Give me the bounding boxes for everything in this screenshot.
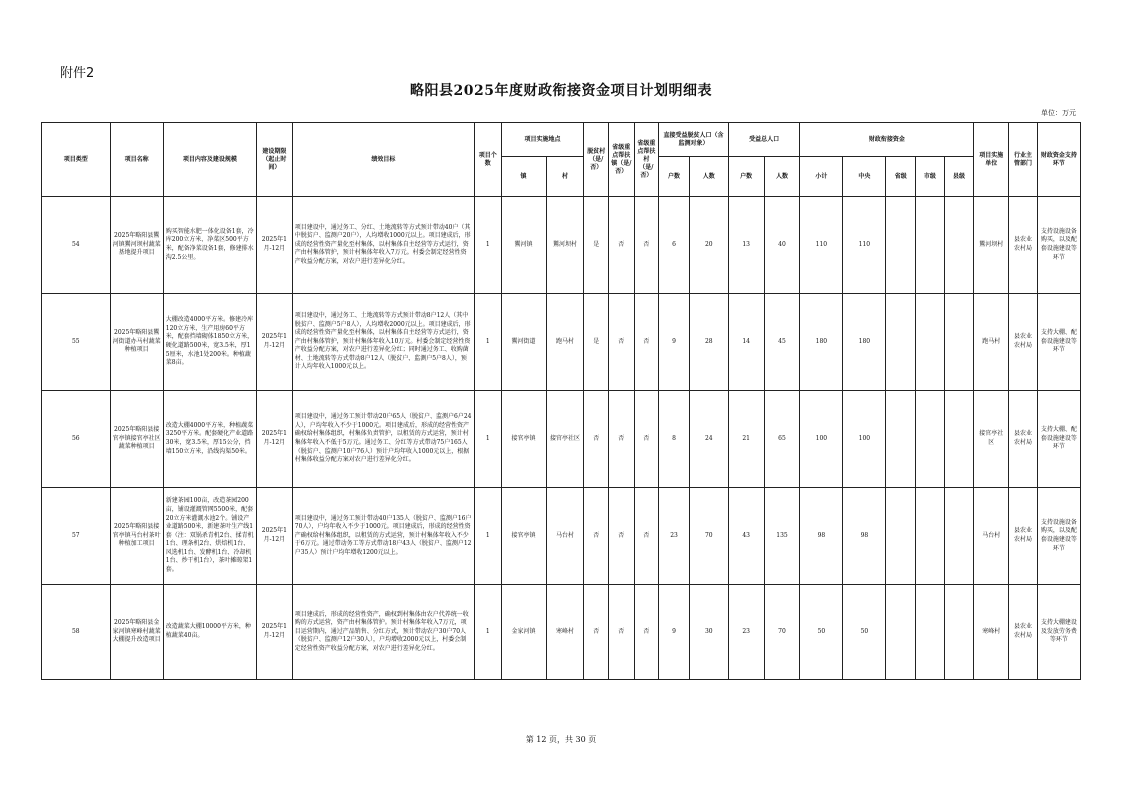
cell-support: 支持大棚建设及发放劳务费等环节: [1037, 585, 1080, 680]
cell-total-persons: 70: [764, 585, 800, 680]
cell-subtotal: 100: [800, 391, 843, 488]
cell-content: 大棚改造4000平方米。修建冷库120立方米，生产用房60平方米，配套挡墙砌体1850立方米，硬化道路500米，宽3.5米，厚15厘米，水池1处200米。种植蔬菜8亩。: [163, 294, 256, 391]
header-location: 项目实施地点: [501, 123, 584, 157]
cell-central: 98: [843, 488, 886, 585]
cell-poor-village: 是: [584, 294, 609, 391]
cell-type: 57: [42, 488, 111, 585]
annex-label: 附件2: [60, 66, 95, 81]
cell-direct-households: 6: [659, 197, 690, 294]
cell-count: 1: [474, 294, 501, 391]
header-county: 县级: [944, 157, 974, 197]
header-support: 财政资金支持环节: [1037, 123, 1080, 197]
cell-direct-households: 8: [659, 391, 690, 488]
header-total: 受益总人口: [728, 123, 800, 157]
cell-central: 180: [843, 294, 886, 391]
cell-support: 支持设施设备购买，以及配套设施建设等环节: [1037, 197, 1080, 294]
header-direct-households: 户数: [659, 157, 690, 197]
cell-town: 接官亭镇: [501, 391, 546, 488]
cell-city: [916, 585, 945, 680]
header-poor-village: 脱贫村（是/否）: [584, 123, 609, 197]
table-row: [42, 294, 1081, 391]
cell-poor-village: 是: [584, 197, 609, 294]
cell-subtotal: 180: [800, 294, 843, 391]
cell-goal: 项目建设中，通过务工预计带动40户135人（脱贫户、监测户16户70人），户均年收入不少于1000元。项目建成后，形成的经营性资产确权给村集体组织，以租赁的方式运营，预计村集体年收入不少于6万元。通过带动务工等方式带动18户43人（脱贫户、监测户12户35人）预计户均年增收1200元以上。: [292, 488, 474, 585]
cell-key-town: 否: [609, 197, 635, 294]
header-key-town: 省级重点帮扶镇（是/否）: [609, 123, 635, 197]
cell-count: 1: [474, 197, 501, 294]
cell-support: 支持大棚、配套设施建设等环节: [1037, 391, 1080, 488]
page-footer: 第 12 页，共 30 页: [525, 735, 597, 744]
header-province: 省级: [886, 157, 916, 197]
cell-name: 2025年略阳县接官亭镇马台村茶叶种植加工项目: [110, 488, 163, 585]
cell-total-households: 21: [728, 391, 764, 488]
cell-support: 支持大棚、配套设施建设等环节: [1037, 294, 1080, 391]
cell-type: 55: [42, 294, 111, 391]
cell-name: 2025年略阳县金家河镇寒峰村蔬菜大棚提升改造项目: [110, 585, 163, 680]
cell-total-persons: 135: [764, 488, 800, 585]
header-village: 村: [546, 157, 584, 197]
cell-total-persons: 45: [764, 294, 800, 391]
cell-total-households: 14: [728, 294, 764, 391]
cell-county: [944, 488, 974, 585]
cell-key-town: 否: [609, 294, 635, 391]
cell-count: 1: [474, 391, 501, 488]
cell-city: [916, 197, 945, 294]
cell-type: 58: [42, 585, 111, 680]
table-row: [42, 488, 1081, 585]
header-period: 建设期限（起止时间）: [256, 123, 292, 197]
cell-goal: 项目建设中，通过务工预计带动20户65人（脱贫户、监测户6户24人），户均年收入不少于1000元。项目建成后，形成的经营性资产确权给村集体组织，村集体负责管护，以租赁的方式运营，预计村集体年收入不低于5万元。通过务工、分红等方式带动75户165人（脱贫户、监测户10户76人）预计户均年收入1000元以上，根据村集体收益分配方案对农户进行差异化分红。: [292, 391, 474, 488]
cell-province: [886, 585, 916, 680]
header-dept: 行业主管部门: [1009, 123, 1038, 197]
cell-key-village: 否: [634, 197, 659, 294]
cell-village: 接官亭社区: [546, 391, 584, 488]
cell-unit: 马台村: [974, 488, 1009, 585]
cell-poor-village: 否: [584, 488, 609, 585]
cell-content: 改造蔬菜大棚10000平方米，种植蔬菜40亩。: [163, 585, 256, 680]
header-content: 项目内容及建设规模: [163, 123, 256, 197]
cell-poor-village: 否: [584, 391, 609, 488]
header-total-households: 户数: [728, 157, 764, 197]
cell-key-village: 否: [634, 488, 659, 585]
cell-content: 购买智能水肥一体化设备1套，冷库200立方米、净菜区500平方米，配备净菜设备1套，修建排水沟2.5公里。: [163, 197, 256, 294]
cell-dept: 县农业农村局: [1009, 391, 1038, 488]
cell-city: [916, 294, 945, 391]
cell-direct-persons: 20: [689, 197, 728, 294]
header-direct-persons: 人数: [689, 157, 728, 197]
cell-count: 1: [474, 585, 501, 680]
cell-province: [886, 197, 916, 294]
cell-subtotal: 50: [800, 585, 843, 680]
cell-total-households: 23: [728, 585, 764, 680]
cell-village: 马台村: [546, 488, 584, 585]
cell-county: [944, 294, 974, 391]
cell-town: 鸑河镇: [501, 197, 546, 294]
cell-total-persons: 40: [764, 197, 800, 294]
cell-province: [886, 294, 916, 391]
cell-direct-households: 9: [659, 294, 690, 391]
cell-dept: 县农业农村局: [1009, 585, 1038, 680]
cell-period: 2025年1月-12月: [256, 294, 292, 391]
cell-town: 接官亭镇: [501, 488, 546, 585]
cell-direct-households: 9: [659, 585, 690, 680]
header-subtotal: 小计: [800, 157, 843, 197]
cell-dept: 县农业农村局: [1009, 197, 1038, 294]
cell-direct-households: 23: [659, 488, 690, 585]
cell-total-persons: 65: [764, 391, 800, 488]
cell-name: 2025年略阳县鸑河街道办马村蔬菜种植项目: [110, 294, 163, 391]
cell-city: [916, 488, 945, 585]
cell-content: 新建茶园100亩，改造茶园200亩，铺设灌溉管网5500米，配套20立方米灌溉水池2个。铺设产业道路500米，新建茶叶生产线1套（注：双锅杀青机2台、揉青机1台、理条机2台、烘焙机1台、风选机1台、发酵机1台、冷却机1台、炒干机1台），茶叶摊晾架1套。: [163, 488, 256, 585]
cell-county: [944, 391, 974, 488]
table-row: [42, 197, 1081, 294]
cell-central: 110: [843, 197, 886, 294]
cell-period: 2025年1月-12月: [256, 391, 292, 488]
cell-unit: 鸑河坝村: [974, 197, 1009, 294]
cell-total-households: 43: [728, 488, 764, 585]
header-city: 市级: [916, 157, 945, 197]
header-total-persons: 人数: [764, 157, 800, 197]
cell-poor-village: 否: [584, 585, 609, 680]
cell-village: 鸑河坝村: [546, 197, 584, 294]
cell-dept: 县农业农村局: [1009, 488, 1038, 585]
cell-dept: 县农业农村局: [1009, 294, 1038, 391]
cell-name: 2025年略阳县鸑河镇鸑河坝村蔬菜基地提升项目: [110, 197, 163, 294]
project-table: [41, 122, 1081, 680]
cell-period: 2025年1月-12月: [256, 488, 292, 585]
cell-central: 50: [843, 585, 886, 680]
cell-village: 寒峰村: [546, 585, 584, 680]
table-row: [42, 585, 1081, 680]
cell-unit: 寒峰村: [974, 585, 1009, 680]
header-type: 项目类型: [42, 123, 111, 197]
header-central: 中央: [843, 157, 886, 197]
cell-period: 2025年1月-12月: [256, 197, 292, 294]
cell-key-town: 否: [609, 391, 635, 488]
cell-city: [916, 391, 945, 488]
cell-subtotal: 98: [800, 488, 843, 585]
cell-town: 鸑河街道: [501, 294, 546, 391]
header-goal: 绩效目标: [292, 123, 474, 197]
cell-key-village: 否: [634, 391, 659, 488]
cell-type: 54: [42, 197, 111, 294]
cell-key-village: 否: [634, 585, 659, 680]
unit-label: 单位：万元: [1041, 109, 1076, 117]
header-unit: 项目实施单位: [974, 123, 1009, 197]
cell-town: 金家河镇: [501, 585, 546, 680]
page-title: 略阳县2025年度财政衔接资金项目计划明细表: [410, 83, 712, 99]
cell-direct-persons: 70: [689, 488, 728, 585]
cell-direct-persons: 24: [689, 391, 728, 488]
cell-county: [944, 197, 974, 294]
cell-key-town: 否: [609, 585, 635, 680]
cell-direct-persons: 30: [689, 585, 728, 680]
header-town: 镇: [501, 157, 546, 197]
cell-subtotal: 110: [800, 197, 843, 294]
cell-count: 1: [474, 488, 501, 585]
cell-support: 支持设施设备购买，以及配套设施建设等环节: [1037, 488, 1080, 585]
cell-village: 跑马村: [546, 294, 584, 391]
cell-goal: 项目建设中，通过务工、土地流转等方式预计带动8户12人（其中脱贫户、监测户5户8人），人均增收2000元以上。项目建成后，形成的经营性资产量化至村集体，以村集体自主经营等方式运行，资产由村集体管护，预计村集体年收入10万元。村委会制定经营性资产收益分配方案，对农户进行差异化分红；同时通过务工、收购菌材、土地流转等方式带动8户12人（脱贫户、监测户5户8人），预计人均年收入1000元以上。: [292, 294, 474, 391]
cell-content: 改造大棚4000平方米，种植蔬菜3250平方米。配套硬化产业道路30米，宽3.5米，厚15公分，挡墙150立方米，沿线沟渠50米。: [163, 391, 256, 488]
cell-period: 2025年1月-12月: [256, 585, 292, 680]
table-row: [42, 391, 1081, 488]
cell-key-town: 否: [609, 488, 635, 585]
header-count: 项目个数: [474, 123, 501, 197]
cell-unit: 跑马村: [974, 294, 1009, 391]
cell-province: [886, 391, 916, 488]
cell-goal: 项目建设中，通过务工、分红、土地流转等方式预计带动40户（其中脱贫户、监测户20户），人均增收1000元以上。项目建成后，形成的经营性资产量化至村集体，以村集体自主经营等方式运行，资产由村集体管护，预计村集体年收入7万元。村委会制定经营性资产收益分配方案，对农户进行差异化分红。: [292, 197, 474, 294]
cell-unit: 接官亭社区: [974, 391, 1009, 488]
cell-direct-persons: 28: [689, 294, 728, 391]
cell-goal: 项目建成后，形成的经营性资产，确权到村集体由农户代养统一收购的方式运营，资产由村集体管护。预计村集体年收入7万元，项目运营期内，通过产品销售、分红方式，预计带动农户30户70人（脱贫户、监测户12户30人），户均增收2000元以上，村委会制定经营性资产收益分配方案，对农户进行差异化分红。: [292, 585, 474, 680]
cell-type: 56: [42, 391, 111, 488]
cell-name: 2025年略阳县接官亭镇接官亭社区蔬菜种植项目: [110, 391, 163, 488]
header-funds: 财政衔接资金: [800, 123, 974, 157]
header-name: 项目名称: [110, 123, 163, 197]
header-key-village: 省级重点帮扶村（是/否）: [634, 123, 659, 197]
cell-province: [886, 488, 916, 585]
cell-central: 100: [843, 391, 886, 488]
header-direct: 直接受益脱贫人口（含监测对象）: [659, 123, 729, 157]
cell-key-village: 否: [634, 294, 659, 391]
cell-total-households: 13: [728, 197, 764, 294]
cell-county: [944, 585, 974, 680]
